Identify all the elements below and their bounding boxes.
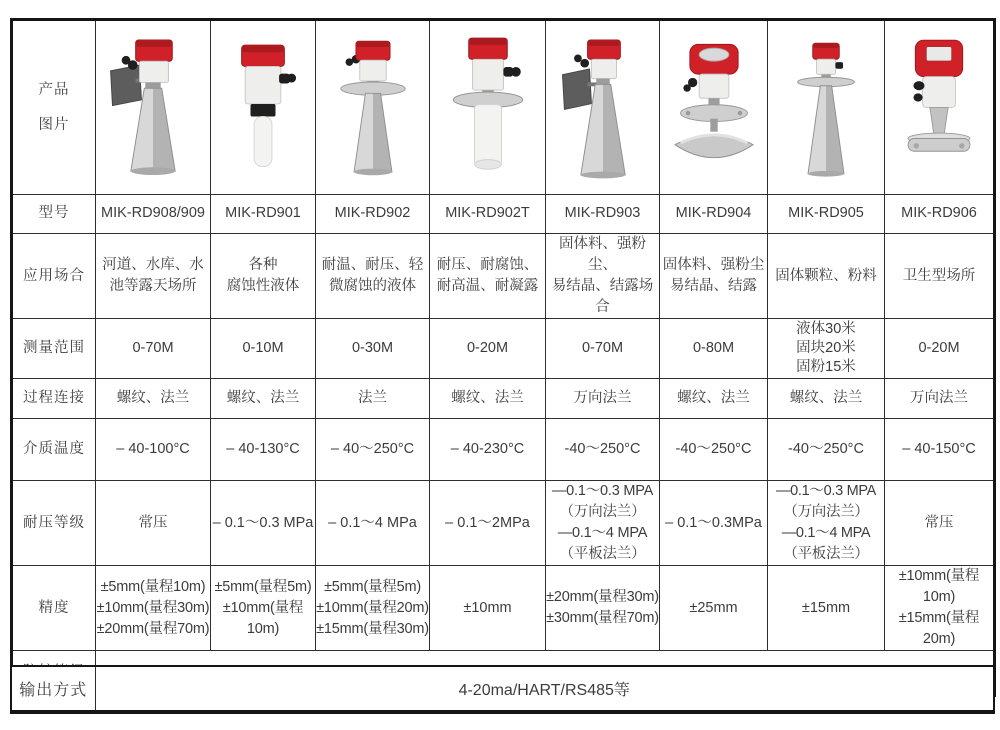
model-cell: MIK-RD902T: [430, 195, 546, 234]
radar-sensor-flange-cone-icon: [320, 24, 426, 192]
accuracy-cell: ±25mm: [660, 566, 768, 651]
radar-sensor-bracket-cone-icon: [99, 24, 207, 192]
pressure-cell: – 0.1～0.3 MPa: [211, 481, 316, 566]
temperature-cell: – 40-230°C: [430, 419, 546, 481]
product-image-mik-rd906: [885, 20, 995, 195]
connection-cell: 螺纹、法兰: [430, 379, 546, 419]
pressure-cell: —0.1～0.3 MPA（万向法兰） —0.1～4 MPA（平板法兰）: [768, 481, 885, 566]
output-table: [10, 665, 995, 714]
range-cell: 0-20M: [885, 319, 995, 379]
row-temperature: [12, 419, 995, 481]
row-pressure: [12, 481, 995, 566]
row-connection: [12, 379, 995, 419]
model-cell: MIK-RD901: [211, 195, 316, 234]
application-cell: 固体料、强粉尘、 易结晶、结露场合: [546, 234, 660, 319]
connection-cell: 螺纹、法兰: [768, 379, 885, 419]
row-header-model: 型号: [12, 195, 96, 234]
model-cell: MIK-RD903: [546, 195, 660, 234]
row-header-range: 测量范围: [12, 319, 96, 379]
connection-cell: 螺纹、法兰: [660, 379, 768, 419]
row-header-connection: 过程连接: [12, 379, 96, 419]
range-cell: 0-80M: [660, 319, 768, 379]
temperature-cell: -40～250°C: [546, 419, 660, 481]
range-cell: 0-20M: [430, 319, 546, 379]
row-output: [11, 666, 994, 712]
row-range: [12, 319, 995, 379]
model-cell: MIK-RD906: [885, 195, 995, 234]
temperature-cell: -40～250°C: [660, 419, 768, 481]
range-cell: 液体30米 固块20米 固粉15米: [768, 319, 885, 379]
connection-cell: 螺纹、法兰: [96, 379, 211, 419]
row-header-pressure: 耐压等级: [12, 481, 96, 566]
temperature-cell: -40～250°C: [768, 419, 885, 481]
range-cell: 0-10M: [211, 319, 316, 379]
product-image-mik-rd902: [316, 20, 430, 195]
row-header-accuracy: 精度: [12, 566, 96, 651]
pressure-cell: 常压: [885, 481, 995, 566]
temperature-cell: – 40-100°C: [96, 419, 211, 481]
product-image-mik-rd904: [660, 20, 768, 195]
accuracy-cell: ±15mm: [768, 566, 885, 651]
output-value-cell: 4-20ma/HART/RS485等: [95, 666, 994, 712]
pressure-cell: – 0.1～2MPa: [430, 481, 546, 566]
application-cell: 耐压、耐腐蚀、 耐高温、耐凝露: [430, 234, 546, 319]
model-cell: MIK-RD902: [316, 195, 430, 234]
connection-cell: 万向法兰: [546, 379, 660, 419]
accuracy-cell: ±5mm(量程5m) ±10mm(量程20m) ±15mm(量程30m): [316, 566, 430, 651]
connection-cell: 螺纹、法兰: [211, 379, 316, 419]
accuracy-cell: ±5mm(量程5m) ±10mm(量程10m): [211, 566, 316, 651]
radar-sensor-parabolic-dish-icon: [662, 24, 766, 192]
accuracy-cell: ±10mm: [430, 566, 546, 651]
row-header-output: 输出方式: [11, 666, 95, 712]
temperature-cell: – 40～250°C: [316, 419, 430, 481]
radar-sensor-bracket-long-cone-icon: [549, 24, 657, 192]
range-cell: 0-30M: [316, 319, 430, 379]
row-product-image: [12, 20, 995, 195]
row-header-product-image: 产品 图片: [12, 20, 96, 195]
product-image-mik-rd902t: [430, 20, 546, 195]
pressure-cell: 常压: [96, 481, 211, 566]
row-accuracy: [12, 566, 995, 651]
row-header-application: 应用场合: [12, 234, 96, 319]
accuracy-cell: ±20mm(量程30m) ±30mm(量程70m): [546, 566, 660, 651]
range-cell: 0-70M: [546, 319, 660, 379]
row-header-temperature: 介质温度: [12, 419, 96, 481]
product-image-mik-rd901: [211, 20, 316, 195]
radar-sensor-rod-antenna-icon: [213, 24, 313, 192]
model-cell: MIK-RD904: [660, 195, 768, 234]
model-cell: MIK-RD908/909: [96, 195, 211, 234]
radar-sensor-disc-flange-cone-icon: [773, 24, 879, 192]
product-image-mik-rd905: [768, 20, 885, 195]
pressure-cell: —0.1～0.3 MPA （万向法兰） —0.1～4 MPA （平板法兰）: [546, 481, 660, 566]
pressure-cell: – 0.1～4 MPa: [316, 481, 430, 566]
application-cell: 卫生型场所: [885, 234, 995, 319]
accuracy-cell: ±10mm(量程10m) ±15mm(量程20m): [885, 566, 995, 651]
connection-cell: 万向法兰: [885, 379, 995, 419]
accuracy-cell: ±5mm(量程10m) ±10mm(量程30m) ±20mm(量程70m): [96, 566, 211, 651]
pressure-cell: – 0.1～0.3MPa: [660, 481, 768, 566]
application-cell: 固体料、强粉尘 易结晶、结露: [660, 234, 768, 319]
application-cell: 固体颗粒、粉料: [768, 234, 885, 319]
application-cell: 耐温、耐压、轻 微腐蚀的液体: [316, 234, 430, 319]
temperature-cell: – 40-150°C: [885, 419, 995, 481]
product-image-mik-rd908-909: [96, 20, 211, 195]
row-model: [12, 195, 995, 234]
product-image-mik-rd903: [546, 20, 660, 195]
row-application: [12, 234, 995, 319]
radar-sensor-ptfe-drop-antenna-icon: [434, 24, 542, 192]
application-cell: 各种 腐蚀性液体: [211, 234, 316, 319]
connection-cell: 法兰: [316, 379, 430, 419]
radar-sensor-hygienic-flange-icon: [888, 24, 990, 192]
product-spec-table: [10, 18, 996, 697]
application-cell: 河道、水库、水 池等露天场所: [96, 234, 211, 319]
range-cell: 0-70M: [96, 319, 211, 379]
temperature-cell: – 40-130°C: [211, 419, 316, 481]
model-cell: MIK-RD905: [768, 195, 885, 234]
